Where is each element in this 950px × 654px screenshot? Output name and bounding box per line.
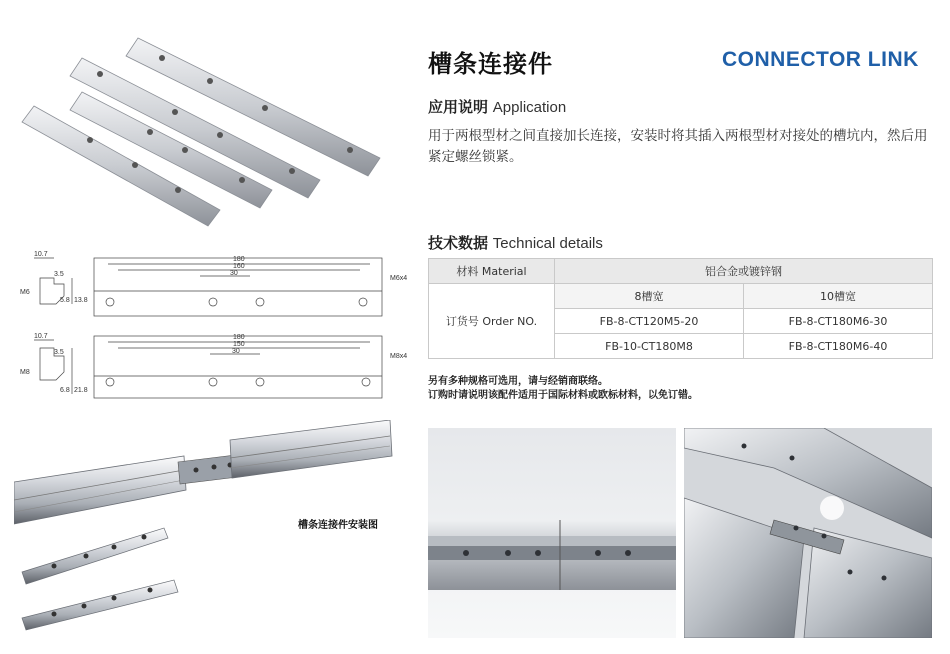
application-heading-en: Application: [492, 99, 567, 116]
bottom-profile-section: [34, 340, 72, 394]
technical-heading: [428, 232, 603, 253]
bottom-dim-d2: 150: [233, 341, 245, 348]
bottom-dim-a: 3.5: [54, 349, 64, 356]
rails-photo: [20, 28, 400, 238]
top-dim-h2: 13.8: [74, 297, 88, 304]
note-2: 订购时请说明该配件适用于国际材料或欧标材料，以免订错。: [428, 390, 698, 401]
installation-photo: [14, 420, 404, 645]
application-heading: [428, 96, 566, 117]
table-cell: FB-10-CT180M8: [555, 334, 744, 359]
profile-left: [14, 456, 186, 524]
top-slot: M6: [20, 289, 30, 296]
note-1: 另有多种规格可选用，请与经销商联络。: [428, 376, 608, 387]
assembly-photo: [684, 428, 932, 638]
top-dim-d2: 160: [233, 263, 245, 270]
material-value: 铝合金或镀锌钢: [555, 259, 933, 284]
order-label: 订货号 Order NO.: [429, 284, 555, 359]
bottom-hole: M8x4: [390, 353, 408, 360]
material-label: 材料 Material: [429, 259, 555, 284]
table-cell: FB-8-CT120M5-20: [555, 309, 744, 334]
bottom-dim-w: 10.7: [34, 333, 48, 340]
top-dim-d3: 30: [230, 270, 238, 277]
bottom-dim-h2: 21.8: [74, 387, 88, 394]
technical-heading-cn: 技术数据: [428, 234, 489, 252]
page-title-en: CONNECTOR LINK: [722, 48, 919, 71]
closeup-photo: [428, 428, 676, 638]
application-text: 用于两根型材之间直接加长连接，安装时将其插入两根型材对接处的槽坑内，然后用紧定螺丝锁紧。: [428, 128, 928, 165]
top-dim-h1: 5.8: [60, 297, 70, 304]
bottom-slot: M8: [20, 369, 30, 376]
table-cell: FB-8-CT180M6-40: [744, 334, 933, 359]
top-dim-d1: 180: [233, 256, 245, 263]
bottom-dim-d3: 30: [232, 348, 240, 355]
technical-drawing: [20, 246, 420, 406]
page-title: 槽条连接件: [428, 50, 553, 78]
col-10-header: 10槽宽: [744, 284, 933, 309]
table-row: [429, 284, 933, 309]
table-cell: FB-8-CT180M6-30: [744, 309, 933, 334]
top-dim-w: 10.7: [34, 251, 48, 258]
spec-table: [428, 258, 933, 359]
installation-label: 槽条连接件安装图: [298, 520, 378, 531]
top-hole: M6x4: [390, 275, 408, 282]
top-dim-a: 3.5: [54, 271, 64, 278]
bottom-dim-h1: 6.8: [60, 387, 70, 394]
bottom-dim-d1: 180: [233, 334, 245, 341]
col-8-header: 8槽宽: [555, 284, 744, 309]
loose-rail-1: [22, 528, 168, 584]
loose-rail-2: [22, 580, 178, 630]
table-row: [429, 259, 933, 284]
application-heading-cn: 应用说明: [428, 98, 489, 116]
profile-right: [230, 420, 392, 478]
technical-heading-en: Technical details: [492, 235, 603, 252]
